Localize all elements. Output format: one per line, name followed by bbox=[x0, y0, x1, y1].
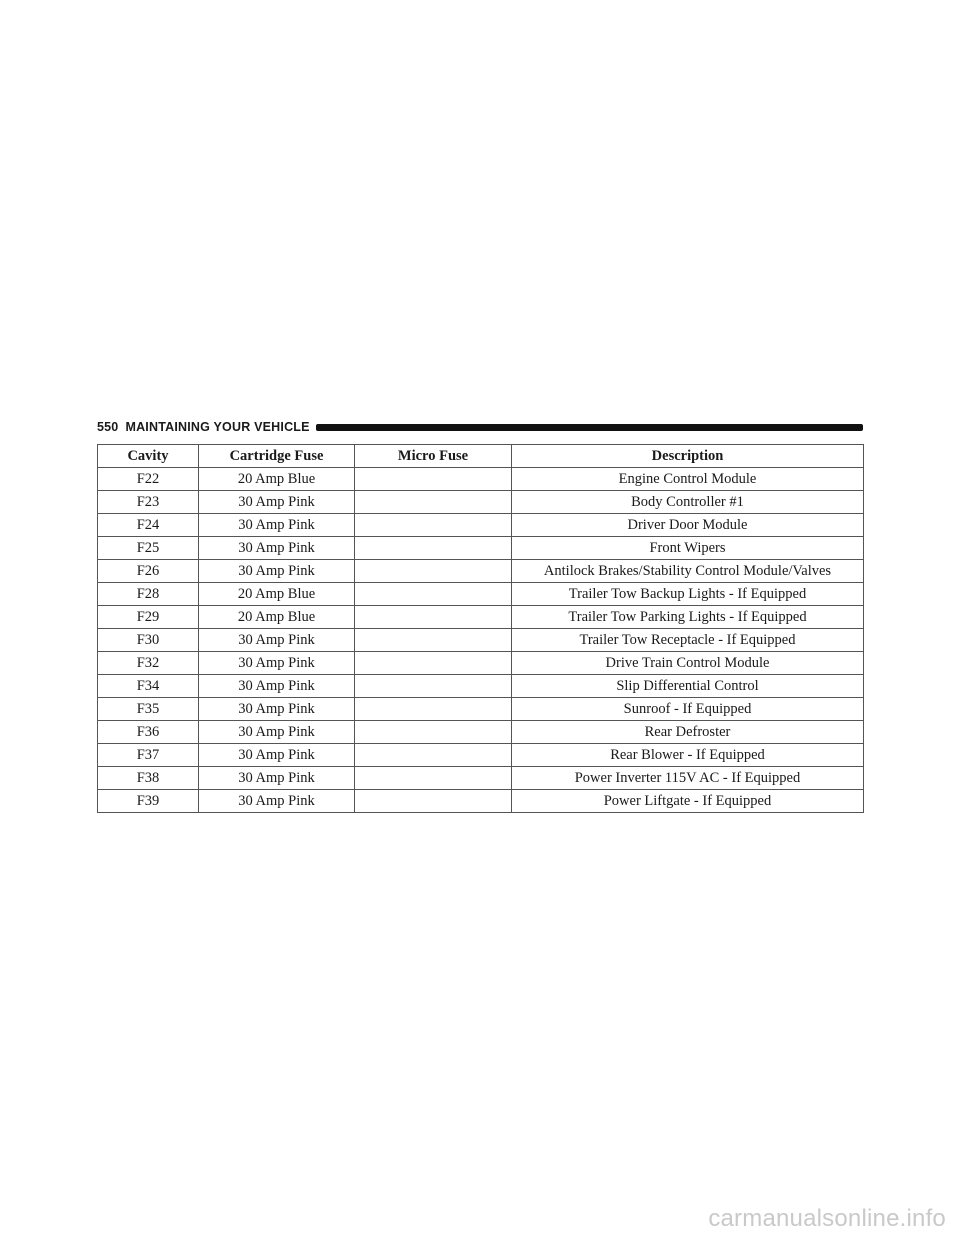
cell-description: Sunroof - If Equipped bbox=[512, 698, 864, 721]
page-number: 550 bbox=[97, 420, 119, 434]
cell-micro-fuse bbox=[355, 606, 512, 629]
table-row bbox=[98, 468, 864, 491]
cell-cartridge-fuse: 30 Amp Pink bbox=[199, 537, 355, 560]
cell-description: Power Inverter 115V AC - If Equipped bbox=[512, 767, 864, 790]
cell-cartridge-fuse: 30 Amp Pink bbox=[199, 790, 355, 813]
table-row bbox=[98, 767, 864, 790]
fuse-table bbox=[97, 444, 864, 813]
cell-description: Engine Control Module bbox=[512, 468, 864, 491]
cell-description: Rear Blower - If Equipped bbox=[512, 744, 864, 767]
cell-cartridge-fuse: 30 Amp Pink bbox=[199, 560, 355, 583]
cell-cartridge-fuse: 30 Amp Pink bbox=[199, 698, 355, 721]
cell-description: Drive Train Control Module bbox=[512, 652, 864, 675]
cell-micro-fuse bbox=[355, 767, 512, 790]
cell-description: Antilock Brakes/Stability Control Module/Valves bbox=[512, 560, 864, 583]
cell-description: Slip Differential Control bbox=[512, 675, 864, 698]
cell-cartridge-fuse: 20 Amp Blue bbox=[199, 468, 355, 491]
cell-micro-fuse bbox=[355, 560, 512, 583]
watermark: carmanualsonline.info bbox=[708, 1205, 946, 1232]
column-header-micro-fuse: Micro Fuse bbox=[355, 445, 512, 468]
cell-cartridge-fuse: 30 Amp Pink bbox=[199, 721, 355, 744]
table-row bbox=[98, 675, 864, 698]
cell-cavity: F29 bbox=[98, 606, 199, 629]
cell-description: Driver Door Module bbox=[512, 514, 864, 537]
cell-cartridge-fuse: 20 Amp Blue bbox=[199, 583, 355, 606]
cell-cavity: F24 bbox=[98, 514, 199, 537]
cell-micro-fuse bbox=[355, 468, 512, 491]
cell-micro-fuse bbox=[355, 583, 512, 606]
cell-cartridge-fuse: 30 Amp Pink bbox=[199, 767, 355, 790]
cell-cavity: F36 bbox=[98, 721, 199, 744]
page-header bbox=[97, 418, 863, 436]
table-header-row bbox=[98, 445, 864, 468]
cell-micro-fuse bbox=[355, 744, 512, 767]
column-header-description: Description bbox=[512, 445, 864, 468]
table-row bbox=[98, 491, 864, 514]
table-row bbox=[98, 560, 864, 583]
header-rule bbox=[316, 424, 863, 431]
cell-cavity: F25 bbox=[98, 537, 199, 560]
table-row bbox=[98, 629, 864, 652]
table-row bbox=[98, 790, 864, 813]
cell-cartridge-fuse: 30 Amp Pink bbox=[199, 514, 355, 537]
cell-micro-fuse bbox=[355, 721, 512, 744]
table-row bbox=[98, 514, 864, 537]
cell-description: Body Controller #1 bbox=[512, 491, 864, 514]
cell-cavity: F22 bbox=[98, 468, 199, 491]
cell-cartridge-fuse: 20 Amp Blue bbox=[199, 606, 355, 629]
cell-cavity: F34 bbox=[98, 675, 199, 698]
column-header-cavity: Cavity bbox=[98, 445, 199, 468]
cell-cavity: F23 bbox=[98, 491, 199, 514]
cell-description: Power Liftgate - If Equipped bbox=[512, 790, 864, 813]
section-title: MAINTAINING YOUR VEHICLE bbox=[125, 420, 310, 434]
cell-cavity: F39 bbox=[98, 790, 199, 813]
column-header-cartridge-fuse: Cartridge Fuse bbox=[199, 445, 355, 468]
cell-description: Rear Defroster bbox=[512, 721, 864, 744]
cell-description: Trailer Tow Receptacle - If Equipped bbox=[512, 629, 864, 652]
cell-cavity: F30 bbox=[98, 629, 199, 652]
cell-cavity: F35 bbox=[98, 698, 199, 721]
cell-micro-fuse bbox=[355, 698, 512, 721]
cell-micro-fuse bbox=[355, 514, 512, 537]
cell-description: Trailer Tow Backup Lights - If Equipped bbox=[512, 583, 864, 606]
table-row bbox=[98, 698, 864, 721]
table-body bbox=[98, 468, 864, 813]
cell-micro-fuse bbox=[355, 491, 512, 514]
cell-micro-fuse bbox=[355, 629, 512, 652]
cell-description: Trailer Tow Parking Lights - If Equipped bbox=[512, 606, 864, 629]
cell-micro-fuse bbox=[355, 537, 512, 560]
table-row bbox=[98, 652, 864, 675]
cell-cartridge-fuse: 30 Amp Pink bbox=[199, 491, 355, 514]
cell-cavity: F38 bbox=[98, 767, 199, 790]
table-row bbox=[98, 537, 864, 560]
cell-cavity: F32 bbox=[98, 652, 199, 675]
cell-cartridge-fuse: 30 Amp Pink bbox=[199, 652, 355, 675]
table-row bbox=[98, 744, 864, 767]
table-row bbox=[98, 606, 864, 629]
cell-micro-fuse bbox=[355, 675, 512, 698]
cell-cartridge-fuse: 30 Amp Pink bbox=[199, 675, 355, 698]
cell-cavity: F37 bbox=[98, 744, 199, 767]
cell-micro-fuse bbox=[355, 652, 512, 675]
cell-micro-fuse bbox=[355, 790, 512, 813]
cell-description: Front Wipers bbox=[512, 537, 864, 560]
table-row bbox=[98, 583, 864, 606]
cell-cartridge-fuse: 30 Amp Pink bbox=[199, 629, 355, 652]
cell-cavity: F26 bbox=[98, 560, 199, 583]
cell-cartridge-fuse: 30 Amp Pink bbox=[199, 744, 355, 767]
cell-cavity: F28 bbox=[98, 583, 199, 606]
table-row bbox=[98, 721, 864, 744]
